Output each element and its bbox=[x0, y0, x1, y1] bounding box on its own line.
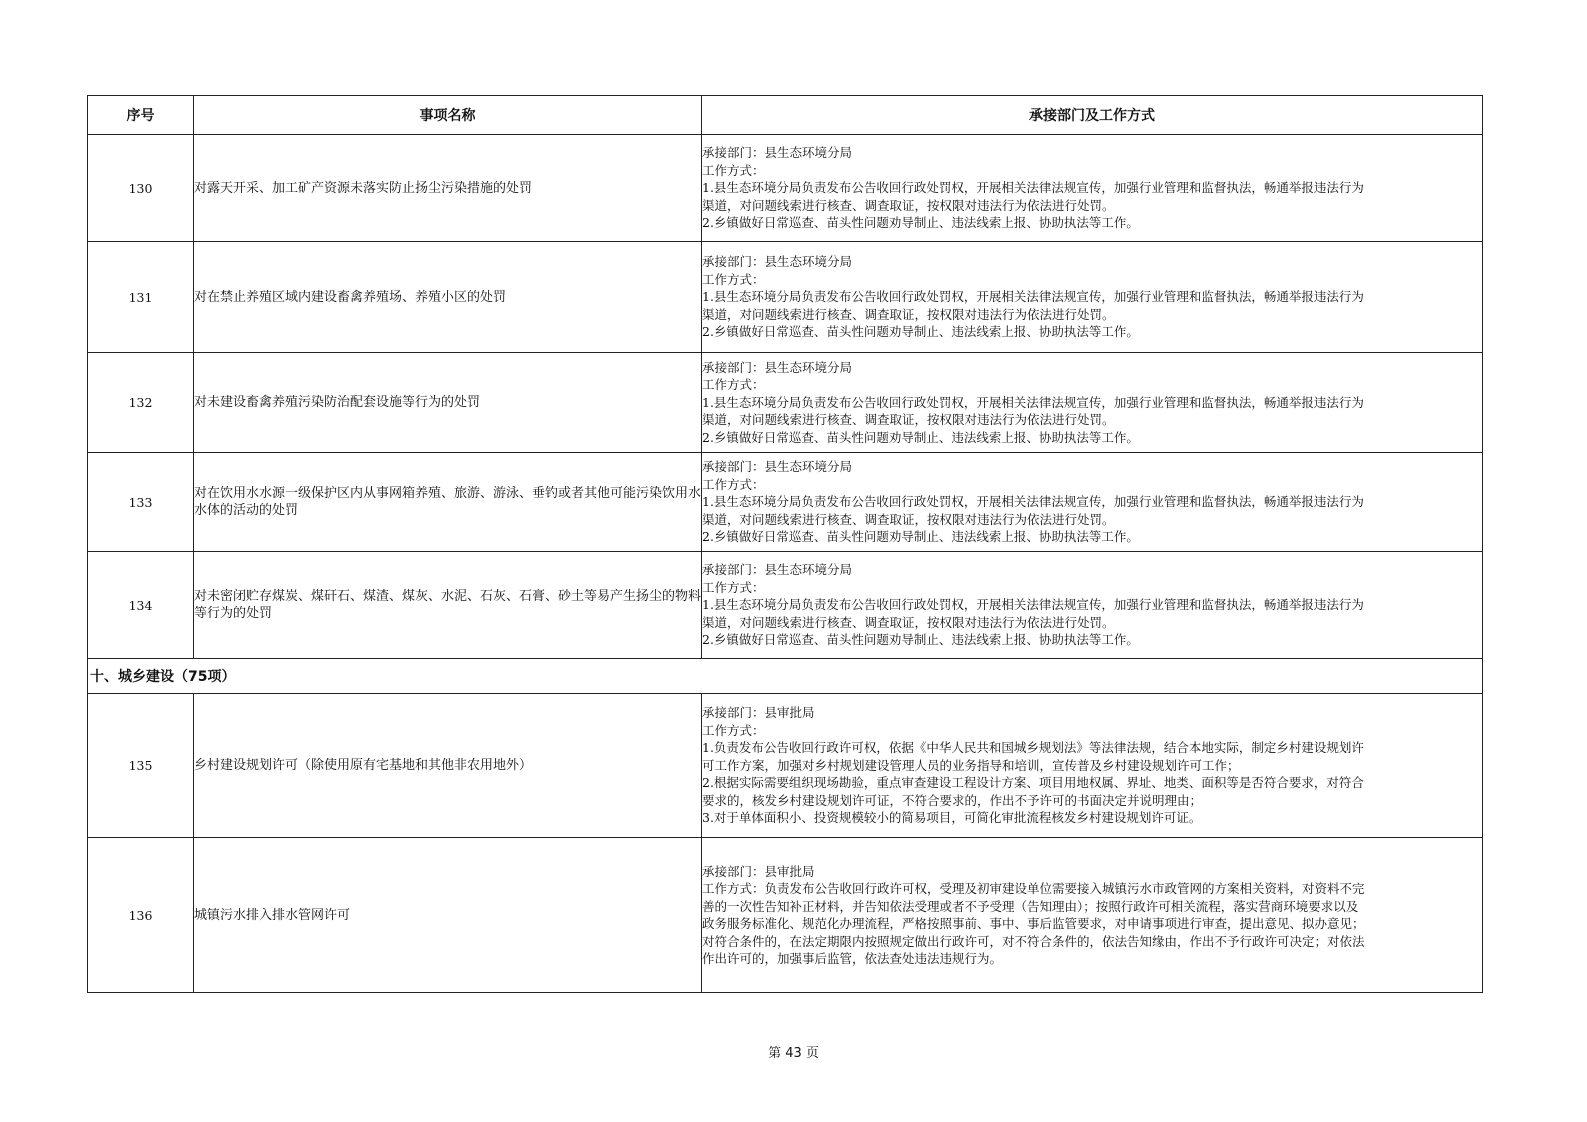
row-serial-number: 131 bbox=[88, 242, 194, 353]
row-department-method bbox=[702, 838, 1483, 993]
row-department-method bbox=[702, 242, 1483, 353]
method-line: 对符合条件的，在法定期限内按照规定做出行政许可，对不符合条件的，依法告知缘由，作出不予行政许可决定；对依法 bbox=[702, 933, 1365, 949]
method-line: 2.乡镇做好日常巡查、苗头性问题劝导制止、违法线索上报、协助执法等工作。 bbox=[702, 529, 1139, 545]
method-line: 1.县生态环境分局负责发布公告收回行政处罚权，开展相关法律法规宣传，加强行业管理和监督执法，畅通举报违法行为 bbox=[702, 289, 1364, 305]
row-department-method bbox=[702, 453, 1483, 552]
method-line: 渠道，对问题线索进行核查、调查取证，按权限对违法行为依法进行处罚。 bbox=[702, 511, 1115, 527]
table-row bbox=[88, 694, 1483, 838]
method-line: 渠道，对问题线索进行核查、调查取证，按权限对违法行为依法进行处罚。 bbox=[702, 412, 1115, 428]
method-line: 渠道，对问题线索进行核查、调查取证，按权限对违法行为依法进行处罚。 bbox=[702, 614, 1115, 630]
row-item-name: 对在禁止养殖区域内建设畜禽养殖场、养殖小区的处罚 bbox=[194, 242, 702, 353]
rows-group-urban-rural bbox=[88, 694, 1483, 993]
method-line: 渠道，对问题线索进行核查、调查取证，按权限对违法行为依法进行处罚。 bbox=[702, 197, 1115, 213]
section-title: 十、城乡建设（75项） bbox=[88, 659, 1483, 694]
items-table bbox=[87, 95, 1483, 993]
method-line: 1.县生态环境分局负责发布公告收回行政处罚权，开展相关法律法规宣传，加强行业管理和监督执法，畅通举报违法行为 bbox=[702, 597, 1364, 613]
method-line: 承接部门：县生态环境分局 bbox=[702, 459, 853, 475]
method-line: 承接部门：县审批局 bbox=[702, 863, 815, 879]
method-line: 工作方式：负责发布公告收回行政许可权，受理及初审建设单位需要接入城镇污水市政管网的方案相关资料，对资料不完 bbox=[702, 881, 1365, 896]
row-department-method bbox=[702, 353, 1483, 453]
page-number: 第 43 页 bbox=[768, 1046, 819, 1061]
table-row bbox=[88, 353, 1483, 453]
section-row bbox=[88, 659, 1483, 694]
row-item-name: 对露天开采、加工矿产资源未落实防止扬尘污染措施的处罚 bbox=[194, 135, 702, 242]
header-department-method: 承接部门及工作方式 bbox=[702, 96, 1483, 135]
method-line: 2.乡镇做好日常巡查、苗头性问题劝导制止、违法线索上报、协助执法等工作。 bbox=[702, 632, 1139, 648]
method-line: 3.对于单体面积小、投资规模较小的简易项目，可简化审批流程核发乡村建设规划许可证。 bbox=[702, 810, 1202, 826]
method-line: 工作方式： bbox=[702, 476, 765, 492]
row-serial-number: 134 bbox=[88, 552, 194, 659]
method-line: 工作方式： bbox=[702, 271, 765, 287]
method-line: 工作方式： bbox=[702, 579, 765, 595]
method-line: 作出许可的，加强事后监管，依法查处违法违规行为。 bbox=[702, 951, 1003, 966]
row-item-name: 对未密闭贮存煤炭、煤矸石、煤渣、煤灰、水泥、石灰、石膏、砂土等易产生扬尘的物料等行为的处罚 bbox=[194, 552, 702, 659]
table-row bbox=[88, 135, 1483, 242]
method-line: 可工作方案，加强对乡村规划建设管理人员的业务指导和培训，宣传普及乡村建设规划许可工作； bbox=[702, 757, 1240, 773]
row-serial-number: 136 bbox=[88, 838, 194, 993]
row-item-name: 乡村建设规划许可（除使用原有宅基地和其他非农用地外） bbox=[194, 694, 702, 838]
method-line: 承接部门：县生态环境分局 bbox=[702, 359, 853, 375]
method-line: 承接部门：县生态环境分局 bbox=[702, 145, 853, 161]
method-line: 2.乡镇做好日常巡查、苗头性问题劝导制止、违法线索上报、协助执法等工作。 bbox=[702, 215, 1139, 231]
table-header-row bbox=[88, 96, 1483, 135]
method-line: 要求的，核发乡村建设规划许可证，不符合要求的，作出不予许可的书面决定并说明理由； bbox=[702, 792, 1203, 808]
method-line: 1.县生态环境分局负责发布公告收回行政处罚权，开展相关法律法规宣传，加强行业管理和监督执法，畅通举报违法行为 bbox=[702, 180, 1364, 196]
method-line: 2.乡镇做好日常巡查、苗头性问题劝导制止、违法线索上报、协助执法等工作。 bbox=[702, 324, 1139, 340]
method-line: 承接部门：县审批局 bbox=[702, 705, 815, 721]
method-line: 承接部门：县生态环境分局 bbox=[702, 254, 853, 270]
row-serial-number: 132 bbox=[88, 353, 194, 453]
method-line: 渠道，对问题线索进行核查、调查取证，按权限对违法行为依法进行处罚。 bbox=[702, 306, 1115, 322]
method-line: 2.乡镇做好日常巡查、苗头性问题劝导制止、违法线索上报、协助执法等工作。 bbox=[702, 429, 1139, 445]
table-row bbox=[88, 242, 1483, 353]
row-item-name: 对未建设畜禽养殖污染防治配套设施等行为的处罚 bbox=[194, 353, 702, 453]
row-serial-number: 130 bbox=[88, 135, 194, 242]
method-line: 工作方式： bbox=[702, 162, 765, 178]
method-line: 2.根据实际需要组织现场勘验，重点审查建设工程设计方案、项目用地权属、界址、地类、面积等是否符合要求，对符合 bbox=[702, 775, 1364, 791]
row-department-method bbox=[702, 552, 1483, 659]
row-item-name: 城镇污水排入排水管网许可 bbox=[194, 838, 702, 993]
table-row bbox=[88, 838, 1483, 993]
method-line: 1.县生态环境分局负责发布公告收回行政处罚权，开展相关法律法规宣传，加强行业管理和监督执法，畅通举报违法行为 bbox=[702, 494, 1364, 510]
row-department-method bbox=[702, 135, 1483, 242]
row-serial-number: 133 bbox=[88, 453, 194, 552]
rows-group-environment bbox=[88, 135, 1483, 659]
table-row bbox=[88, 453, 1483, 552]
table-row bbox=[88, 552, 1483, 659]
method-line: 承接部门：县生态环境分局 bbox=[702, 562, 853, 578]
row-department-method bbox=[702, 694, 1483, 838]
method-line: 政务服务标准化、规范化办理流程，严格按照事前、事中、事后监管要求，对申请事项进行审查，提出意见、拟办意见； bbox=[702, 916, 1365, 931]
method-line: 1.县生态环境分局负责发布公告收回行政处罚权，开展相关法律法规宣传，加强行业管理和监督执法，畅通举报违法行为 bbox=[702, 394, 1364, 410]
header-serial-number: 序号 bbox=[88, 96, 194, 135]
method-line: 1.负责发布公告收回行政许可权，依据《中华人民共和国城乡规划法》等法律法规，结合本地实际，制定乡村建设规划许 bbox=[702, 740, 1364, 756]
row-item-name: 对在饮用水水源一级保护区内从事网箱养殖、旅游、游泳、垂钓或者其他可能污染饮用水水体的活动的处罚 bbox=[194, 453, 702, 552]
header-item-name: 事项名称 bbox=[194, 96, 702, 135]
method-line: 工作方式： bbox=[702, 377, 765, 393]
row-serial-number: 135 bbox=[88, 694, 194, 838]
method-line: 工作方式： bbox=[702, 722, 765, 738]
method-line: 善的一次性告知补正材料，并告知依法受理或者不予受理（告知理由）；按照行政许可相关流程，落实营商环境要求以及 bbox=[702, 898, 1359, 914]
